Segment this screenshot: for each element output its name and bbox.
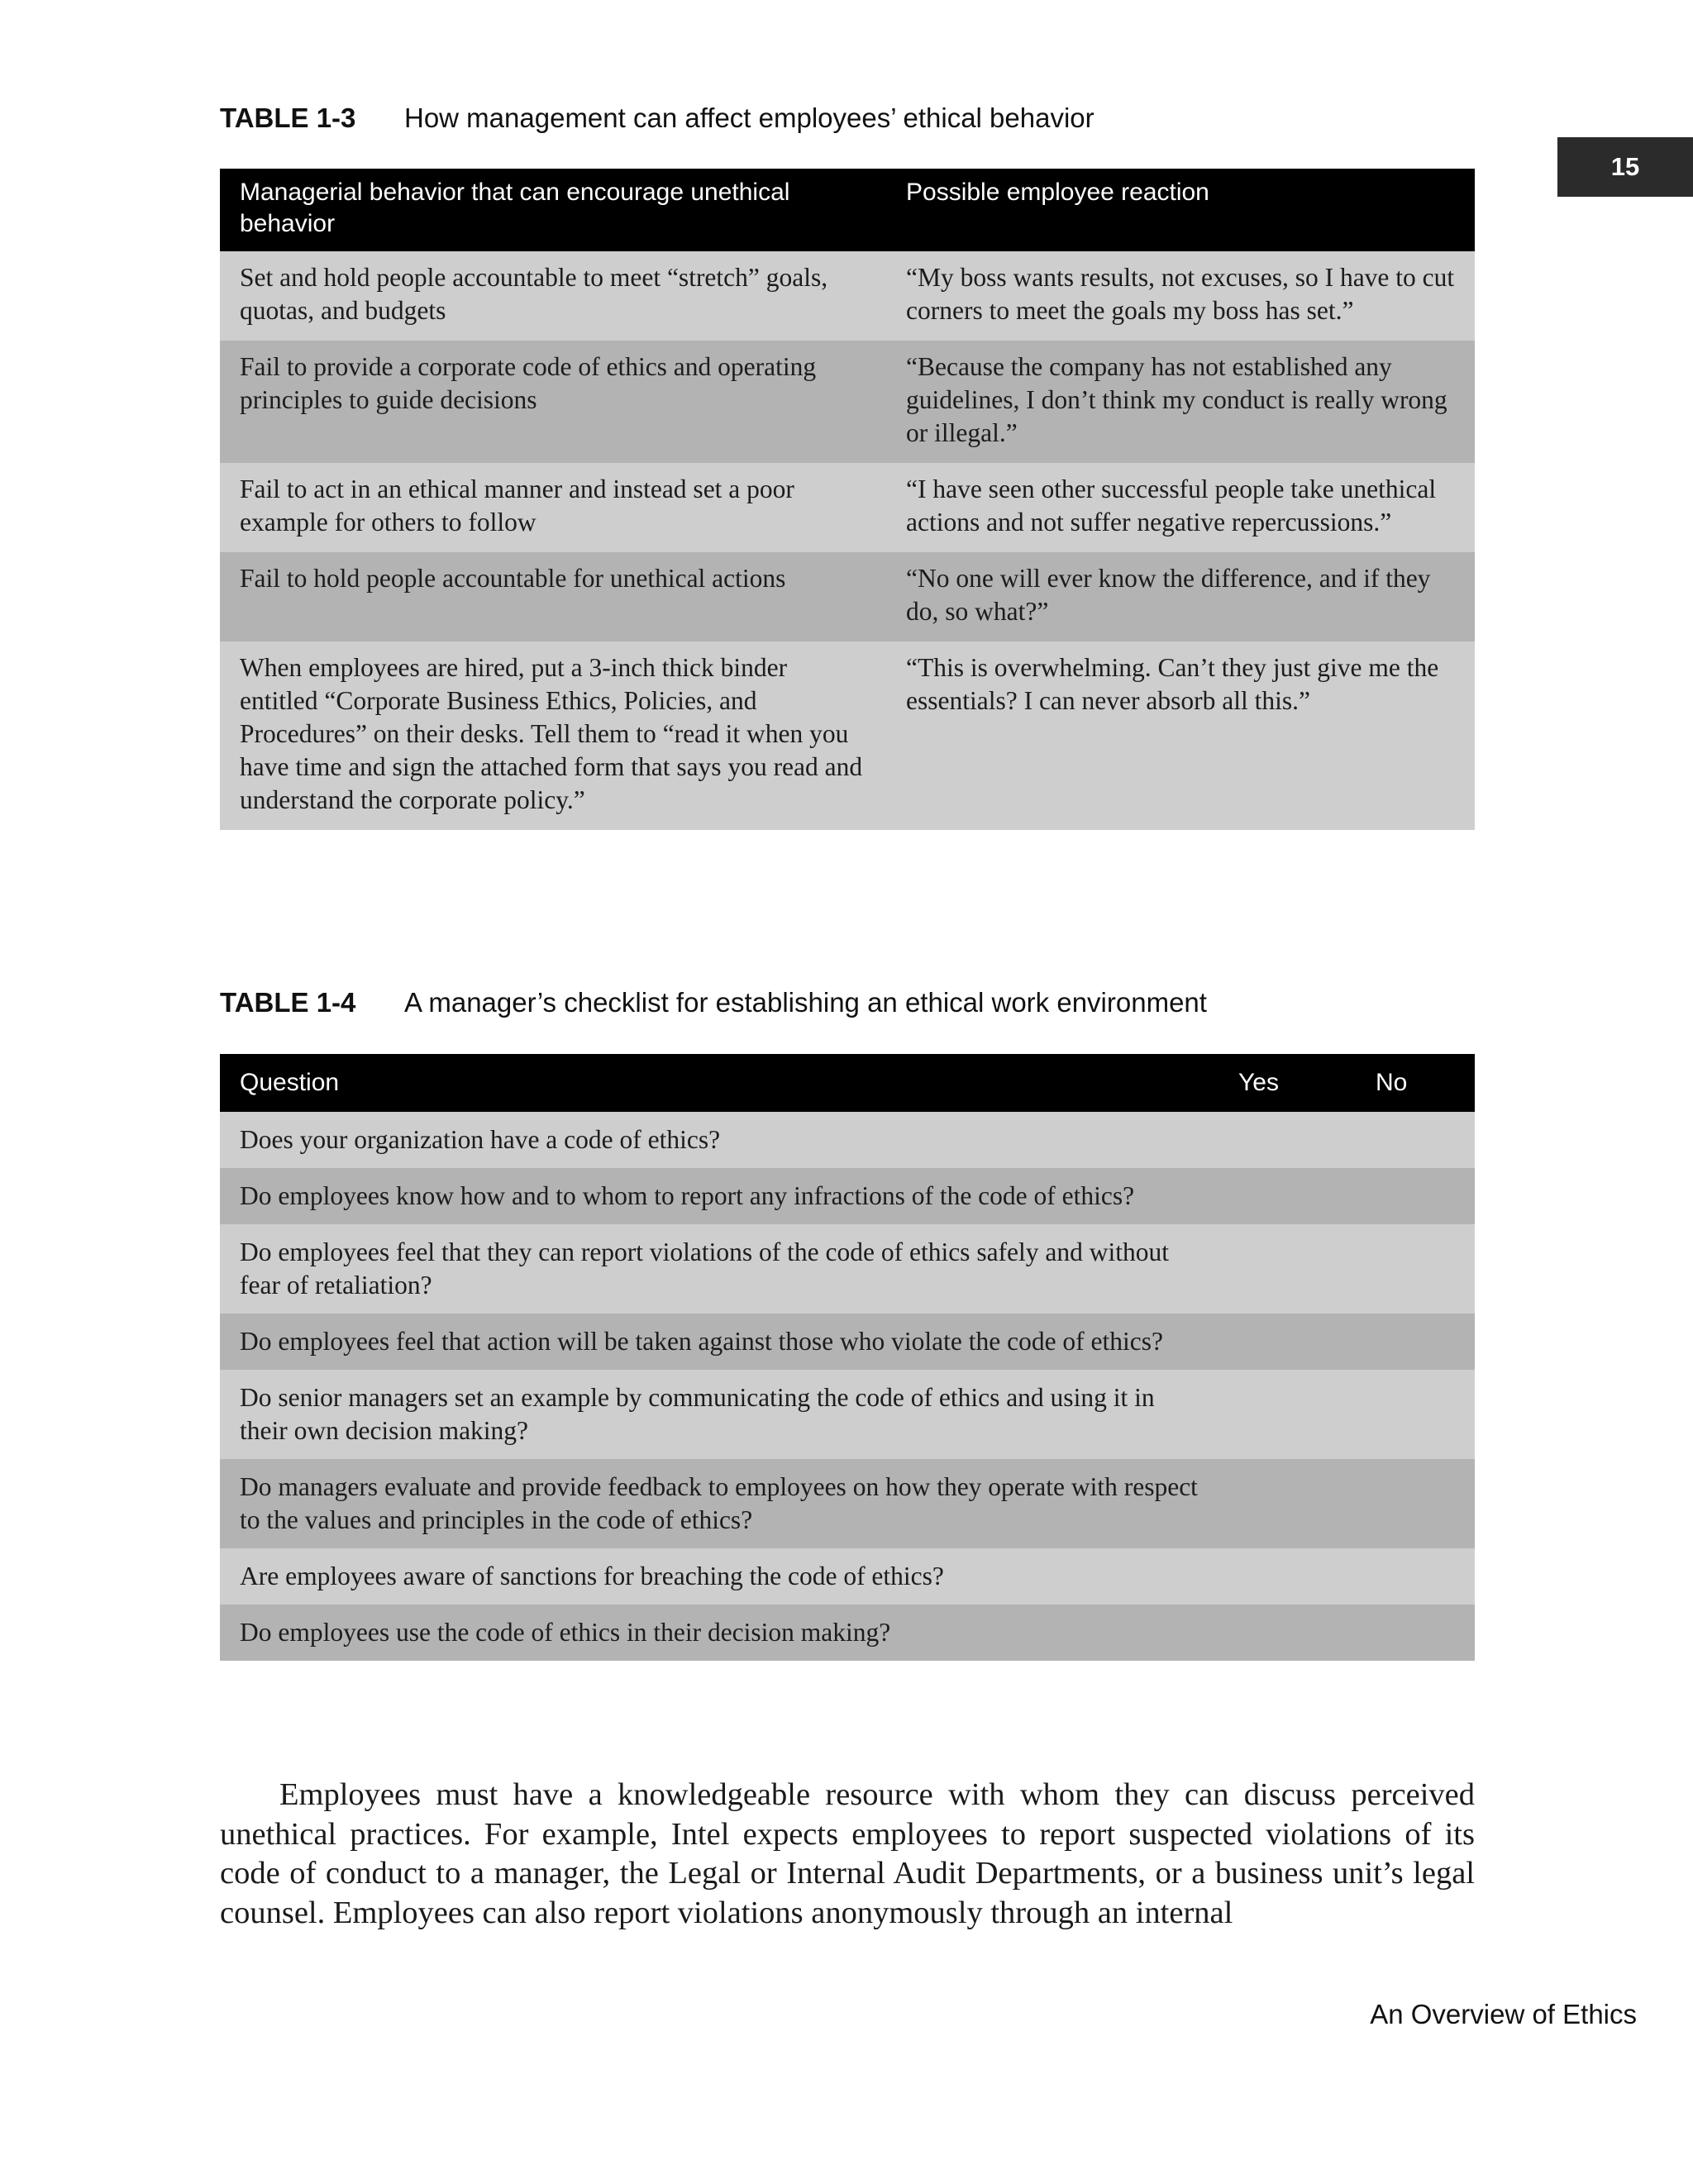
table-row [220,1459,1475,1548]
yes-cell [1218,1459,1356,1548]
question-cell: Do managers evaluate and provide feedback to employees on how they operate with respect to the values and principles in the code of ethics? [220,1459,1218,1548]
reaction-cell: “This is overwhelming. Can’t they just give me the essentials? I can never absorb all this.” [886,641,1475,830]
yes-cell [1218,1548,1356,1605]
no-cell [1356,1548,1475,1605]
no-cell [1356,1314,1475,1370]
no-cell [1356,1605,1475,1661]
table-row [220,1605,1475,1661]
question-cell: Do employees feel that they can report violations of the code of ethics safely and without fear of retaliation? [220,1224,1218,1314]
table-row [220,641,1475,830]
page-number: 15 [1557,137,1693,197]
reaction-cell: “No one will ever know the difference, and if they do, so what?” [886,552,1475,641]
table-row [220,1314,1475,1370]
no-cell [1356,1459,1475,1548]
table-1-4-header-question: Question [220,1054,1218,1112]
table-1-3-title: How management can affect employees’ ethical behavior [404,103,1094,133]
no-cell [1356,1112,1475,1168]
yes-cell [1218,1112,1356,1168]
table-1-3-header-behavior: Managerial behavior that can encourage unethical behavior [220,169,886,251]
table-1-3 [220,169,1475,830]
behavior-cell: Fail to act in an ethical manner and instead set a poor example for others to follow [220,463,886,552]
yes-cell [1218,1314,1356,1370]
table-row [220,463,1475,552]
table-1-4-header-yes: Yes [1218,1054,1356,1112]
reaction-cell: “Because the company has not established any guidelines, I don’t think my conduct is really wrong or illegal.” [886,341,1475,463]
table-1-3-caption [220,103,1094,134]
yes-cell [1218,1605,1356,1661]
yes-cell [1218,1370,1356,1459]
running-footer: An Overview of Ethics [1370,1999,1637,2029]
no-cell [1356,1224,1475,1314]
table-row [220,1224,1475,1314]
behavior-cell: Fail to hold people accountable for unethical actions [220,552,886,641]
behavior-cell: Set and hold people accountable to meet “stretch” goals, quotas, and budgets [220,251,886,341]
behavior-cell: Fail to provide a corporate code of ethics and operating principles to guide decisions [220,341,886,463]
table-row [220,251,1475,341]
no-cell [1356,1370,1475,1459]
table-1-3-header-reaction: Possible employee reaction [886,169,1475,251]
table-1-4 [220,1054,1475,1661]
table-row [220,552,1475,641]
question-cell: Do senior managers set an example by communicating the code of ethics and using it in their own decision making? [220,1370,1218,1459]
table-1-4-number: TABLE 1-4 [220,987,356,1018]
table-1-4-header-row [220,1054,1475,1112]
table-1-3-header-row [220,169,1475,251]
table-row [220,1370,1475,1459]
table-1-3-number: TABLE 1-3 [220,103,356,133]
question-cell: Do employees know how and to whom to report any infractions of the code of ethics? [220,1168,1218,1224]
table-1-4-header-no: No [1356,1054,1475,1112]
table-1-4-caption [220,987,1207,1018]
question-cell: Do employees use the code of ethics in their decision making? [220,1605,1218,1661]
reaction-cell: “I have seen other successful people take unethical actions and not suffer negative repercussions.” [886,463,1475,552]
table-row [220,341,1475,463]
question-cell: Are employees aware of sanctions for breaching the code of ethics? [220,1548,1218,1605]
question-cell: Does your organization have a code of ethics? [220,1112,1218,1168]
table-1-4-title: A manager’s checklist for establishing an ethical work environment [404,987,1207,1018]
behavior-cell: When employees are hired, put a 3-inch thick binder entitled “Corporate Business Ethics, Policies, and Procedures” on their desks. Tell them to “read it when you have time and sign the attached form that says you read and understand the corporate policy.” [220,641,886,830]
no-cell [1356,1168,1475,1224]
yes-cell [1218,1224,1356,1314]
body-paragraph: Employees must have a knowledgeable resource with whom they can discuss perceived unethical practices. For example, Intel expects employees to report suspected violations of its code of conduct to a manager, the Legal or Internal Audit Departments, or a business unit’s legal counsel. Employees can also report violations anonymously through an internal [220,1777,1475,1930]
table-row [220,1112,1475,1168]
table-row [220,1548,1475,1605]
yes-cell [1218,1168,1356,1224]
question-cell: Do employees feel that action will be taken against those who violate the code of ethics? [220,1314,1218,1370]
reaction-cell: “My boss wants results, not excuses, so I have to cut corners to meet the goals my boss has set.” [886,251,1475,341]
table-row [220,1168,1475,1224]
